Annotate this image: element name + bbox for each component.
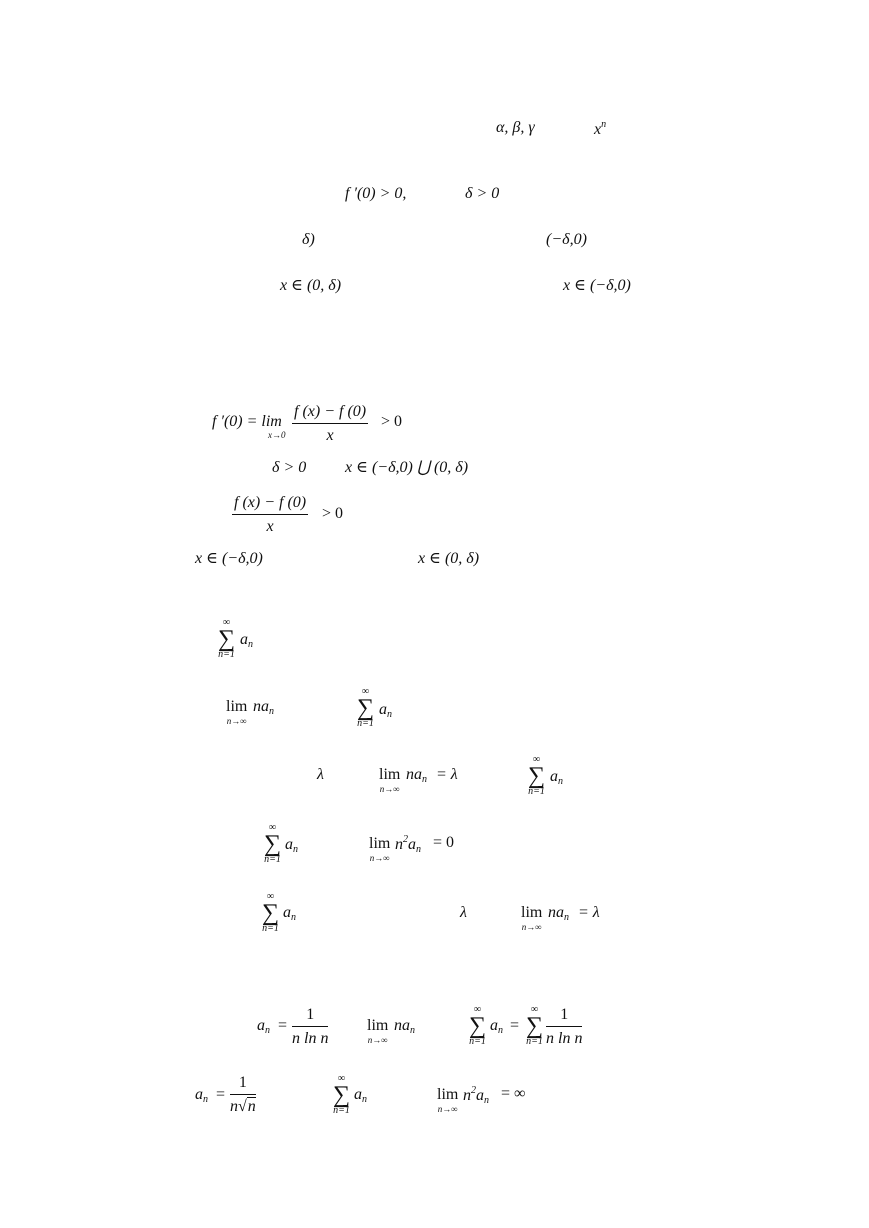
sum-term: an <box>283 904 296 923</box>
limit: lim n→∞ <box>226 698 248 726</box>
sum-term: an <box>240 631 253 650</box>
a-n: an <box>257 1017 270 1036</box>
sum-term: an <box>490 1017 503 1036</box>
n-squared-a-n: $n^2an$ <box>395 834 421 855</box>
f-prime-positive: f ′(0) > 0, <box>345 185 407 202</box>
summation: ∞ ∑ n=1 <box>469 1004 487 1047</box>
equals-zero: = 0 <box>433 834 455 851</box>
equals-sign: = <box>216 1086 226 1103</box>
limit: lim n→∞ <box>437 1086 459 1114</box>
one-over-n-root-n: $\frac{1}{n√n}$ <box>230 1074 256 1115</box>
x-in-union: x ∈ (−δ,0) ⋃ (0, δ) <box>345 459 469 476</box>
x-in-neg-delta-0: x ∈ (−δ,0) <box>563 277 631 294</box>
summation: ∞ ∑ n=1 <box>218 617 236 660</box>
summation: ∞ ∑ n=1 <box>526 1004 544 1047</box>
x-in-0-delta: x ∈ (0, δ) <box>280 277 342 294</box>
x-power-n: $x^n$ <box>594 119 607 138</box>
limit: lim n→∞ <box>379 766 401 794</box>
difference-quotient: $\frac{f (x) - f (0)}{x}$ <box>294 403 367 444</box>
delta-positive: δ > 0 <box>465 185 500 202</box>
lambda: λ <box>317 766 324 783</box>
delta-paren: δ) <box>302 231 315 248</box>
derivative-lhs: f ′(0) = lim <box>212 413 282 430</box>
limit: lim n→∞ <box>369 835 391 863</box>
greek-letters: α, β, γ <box>496 119 535 136</box>
n-a-n: nan <box>548 904 569 923</box>
neg-delta-interval: (−δ,0) <box>546 231 587 248</box>
lambda: λ <box>460 904 467 921</box>
n-squared-a-n: $n^2an$ <box>463 1085 489 1106</box>
one-over-n-ln-n: $\frac{1}{\text{n ln n}}$ <box>292 1006 329 1047</box>
sum-term: an <box>285 836 298 855</box>
n-a-n: nan <box>406 766 427 785</box>
delta-positive-2: δ > 0 <box>272 459 307 476</box>
greater-than-zero-2: > 0 <box>322 505 344 522</box>
one-over-n-ln-n: $\frac{1}{\text{n ln n}}$ <box>546 1006 583 1047</box>
sum-term: an <box>379 701 392 720</box>
limit-subscript: x→0 <box>268 430 286 440</box>
n-a-n: nan <box>394 1017 415 1036</box>
greater-than-zero: > 0 <box>381 413 403 430</box>
summation: ∞ ∑ n=1 <box>264 822 282 865</box>
sum-term: an <box>354 1086 367 1105</box>
difference-quotient-2: $\frac{f (x) - f (0)}{x}$ <box>234 494 307 535</box>
summation: ∞ ∑ n=1 <box>333 1073 351 1116</box>
equals-infinity: = ∞ <box>501 1085 526 1102</box>
limit: lim n→∞ <box>367 1017 389 1045</box>
n-a-n: nan <box>253 698 274 717</box>
limit: lim n→∞ <box>521 904 543 932</box>
x-in-neg-delta-0-2: x ∈ (−δ,0) <box>195 550 263 567</box>
equals-lambda: = λ <box>436 766 458 783</box>
a-n: an <box>195 1086 208 1105</box>
equals-sign: = <box>278 1017 288 1034</box>
equals-lambda: = λ <box>578 904 600 921</box>
summation: ∞ ∑ n=1 <box>528 754 546 797</box>
summation: ∞ ∑ n=1 <box>357 686 375 729</box>
equals-sign: = <box>510 1017 520 1034</box>
summation: ∞ ∑ n=1 <box>262 891 280 934</box>
sum-term: an <box>550 768 563 787</box>
x-in-0-delta-2: x ∈ (0, δ) <box>418 550 480 567</box>
